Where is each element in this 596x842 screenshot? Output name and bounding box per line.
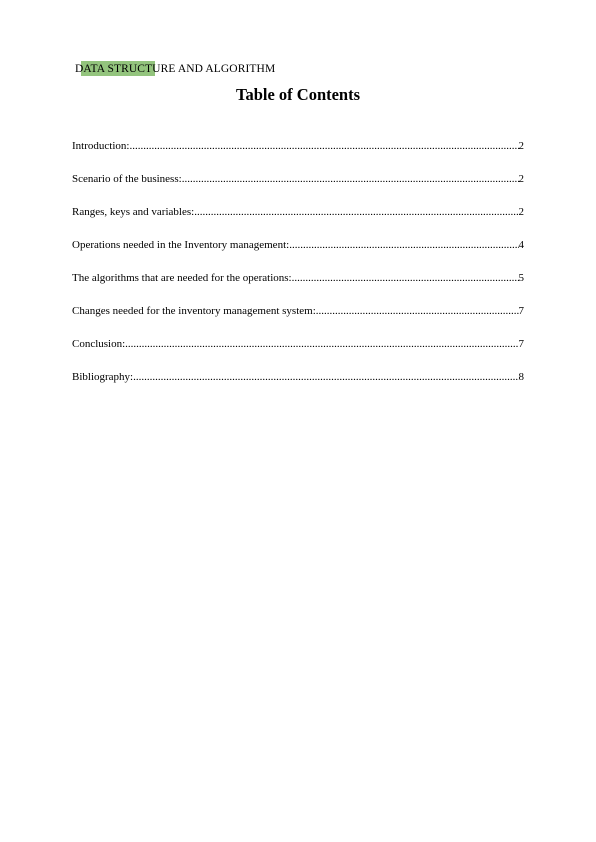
toc-dot-leader <box>289 238 518 252</box>
toc-entry-operations[interactable] <box>72 238 524 271</box>
toc-page-number: 2 <box>518 206 524 218</box>
toc-entry-bibliography[interactable] <box>72 370 524 403</box>
toc-entry-scenario[interactable] <box>72 172 524 205</box>
toc-dot-leader <box>129 139 518 153</box>
toc-page-number: 8 <box>518 371 524 383</box>
toc-page-number: 5 <box>518 272 524 284</box>
toc-page-number: 2 <box>518 173 524 185</box>
toc-page-number: 4 <box>518 239 524 251</box>
toc-entry-label: Bibliography: <box>72 371 134 383</box>
toc-dot-leader <box>194 205 518 219</box>
toc-page-number: 7 <box>518 305 524 317</box>
toc-page-number: 2 <box>518 140 524 152</box>
toc-dot-leader <box>316 304 519 318</box>
toc-dot-leader <box>292 271 519 285</box>
toc-dot-leader <box>125 337 518 351</box>
running-header-title: DATA STRUCTURE AND ALGORITHM <box>75 63 276 75</box>
toc-entry-label: Introduction: <box>72 140 130 152</box>
toc-entry-label: Operations needed in the Inventory management: <box>72 239 290 251</box>
toc-title: Table of Contents <box>235 85 361 104</box>
toc-entry-label: The algorithms that are needed for the operations: <box>72 272 292 284</box>
toc-entry-conclusion[interactable] <box>72 337 524 370</box>
toc-entry-ranges[interactable] <box>72 205 524 238</box>
toc-entry-algorithms[interactable] <box>72 271 524 304</box>
toc-entry-label: Changes needed for the inventory management system: <box>72 305 316 317</box>
table-of-contents <box>72 139 524 403</box>
running-header <box>75 62 275 76</box>
toc-dot-leader <box>182 172 519 186</box>
toc-entry-label: Conclusion: <box>72 338 126 350</box>
toc-dot-leader <box>133 370 518 384</box>
toc-entry-label: Scenario of the business: <box>72 173 182 185</box>
toc-entry-label: Ranges, keys and variables: <box>72 206 195 218</box>
toc-entry-changes[interactable] <box>72 304 524 337</box>
toc-page-number: 7 <box>518 338 524 350</box>
toc-entry-introduction[interactable] <box>72 139 524 172</box>
